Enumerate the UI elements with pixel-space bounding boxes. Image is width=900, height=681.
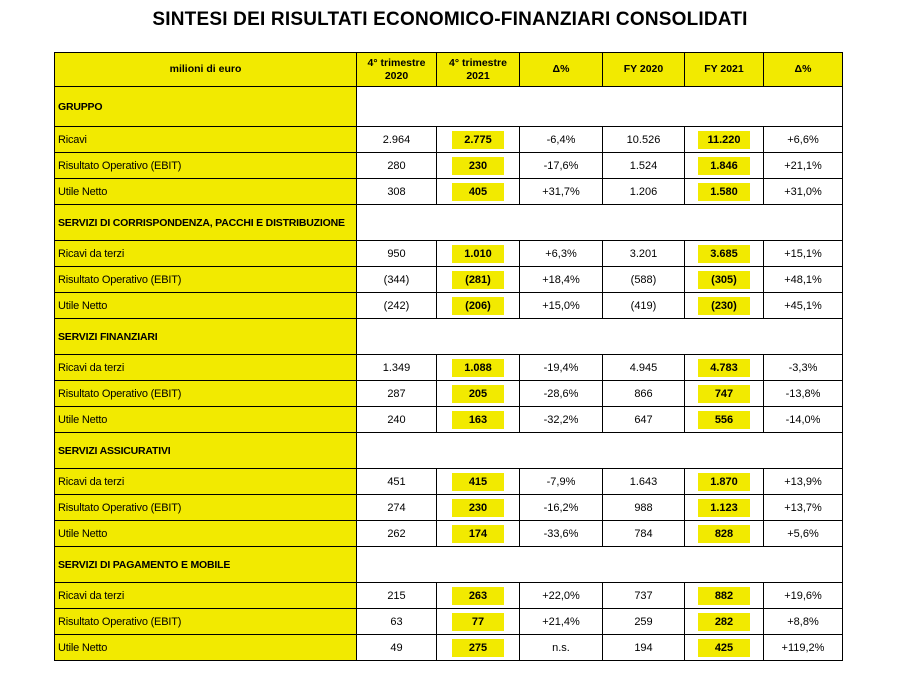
cell-delta-fy: -14,0%	[764, 407, 843, 433]
section-title: SERVIZI DI PAGAMENTO E MOBILE	[55, 547, 357, 583]
cell-q4-2020: (242)	[357, 293, 437, 319]
cell-delta-fy: +21,1%	[764, 153, 843, 179]
table-row	[55, 179, 843, 205]
header-delta-q: Δ%	[520, 53, 603, 87]
cell-delta-fy: +5,6%	[764, 521, 843, 547]
cell-q4-2021	[437, 179, 520, 205]
row-label: Risultato Operativo (EBIT)	[55, 153, 357, 179]
section-row	[55, 547, 843, 583]
cell-fy-2020: 1.643	[603, 469, 685, 495]
cell-q4-2021	[437, 635, 520, 661]
row-label: Utile Netto	[55, 179, 357, 205]
results-table	[54, 52, 843, 661]
cell-q4-2021	[437, 241, 520, 267]
table-row	[55, 241, 843, 267]
cell-q4-2020: 49	[357, 635, 437, 661]
section-spacer	[357, 547, 843, 583]
cell-delta-q: +15,0%	[520, 293, 603, 319]
section-title: SERVIZI ASSICURATIVI	[55, 433, 357, 469]
row-label: Ricavi da terzi	[55, 583, 357, 609]
cell-fy-2020: 3.201	[603, 241, 685, 267]
cell-q4-2021-value: 275	[452, 639, 504, 657]
cell-q4-2020: 215	[357, 583, 437, 609]
section-row	[55, 433, 843, 469]
cell-q4-2021	[437, 469, 520, 495]
cell-delta-q: -28,6%	[520, 381, 603, 407]
section-title: SERVIZI DI CORRISPONDENZA, PACCHI E DISTRIBUZIONE	[55, 205, 357, 241]
cell-fy-2021-value: 3.685	[698, 245, 750, 263]
cell-fy-2020: 737	[603, 583, 685, 609]
cell-delta-q: -16,2%	[520, 495, 603, 521]
cell-fy-2021	[685, 521, 764, 547]
cell-fy-2021	[685, 407, 764, 433]
cell-q4-2021	[437, 153, 520, 179]
page-title: SINTESI DEI RISULTATI ECONOMICO-FINANZIARI CONSOLIDATI	[152, 9, 748, 30]
cell-q4-2021-value: 2.775	[452, 131, 504, 149]
cell-delta-q: -33,6%	[520, 521, 603, 547]
row-label: Ricavi	[55, 127, 357, 153]
row-label: Ricavi da terzi	[55, 355, 357, 381]
table-row	[55, 495, 843, 521]
cell-q4-2021	[437, 495, 520, 521]
row-label: Utile Netto	[55, 521, 357, 547]
cell-fy-2021	[685, 583, 764, 609]
cell-q4-2021	[437, 127, 520, 153]
header-delta-fy: Δ%	[764, 53, 843, 87]
cell-q4-2021	[437, 381, 520, 407]
cell-fy-2021	[685, 355, 764, 381]
section-title: GRUPPO	[55, 87, 357, 127]
cell-fy-2021-value: 11.220	[698, 131, 750, 149]
table-row	[55, 583, 843, 609]
cell-q4-2020: 240	[357, 407, 437, 433]
cell-delta-fy: +31,0%	[764, 179, 843, 205]
cell-fy-2021-value: 882	[698, 587, 750, 605]
cell-delta-q: -19,4%	[520, 355, 603, 381]
table-row	[55, 153, 843, 179]
cell-fy-2021	[685, 381, 764, 407]
cell-fy-2020: 647	[603, 407, 685, 433]
cell-q4-2021	[437, 521, 520, 547]
cell-delta-q: +31,7%	[520, 179, 603, 205]
cell-q4-2021-value: 230	[452, 157, 504, 175]
cell-q4-2021-value: 415	[452, 473, 504, 491]
cell-fy-2021	[685, 293, 764, 319]
row-label: Risultato Operativo (EBIT)	[55, 381, 357, 407]
cell-fy-2021-value: (305)	[698, 271, 750, 289]
cell-fy-2021	[685, 609, 764, 635]
cell-delta-fy: +13,7%	[764, 495, 843, 521]
table-row	[55, 407, 843, 433]
cell-delta-fy: +13,9%	[764, 469, 843, 495]
row-label: Risultato Operativo (EBIT)	[55, 609, 357, 635]
cell-fy-2020: 4.945	[603, 355, 685, 381]
cell-delta-fy: +6,6%	[764, 127, 843, 153]
cell-fy-2021-value: 1.123	[698, 499, 750, 517]
row-label: Risultato Operativo (EBIT)	[55, 267, 357, 293]
cell-fy-2021	[685, 179, 764, 205]
table-row	[55, 355, 843, 381]
cell-fy-2020: 10.526	[603, 127, 685, 153]
cell-delta-fy: +8,8%	[764, 609, 843, 635]
table-row	[55, 293, 843, 319]
header-fy-2021: FY 2021	[685, 53, 764, 87]
cell-fy-2020: 194	[603, 635, 685, 661]
row-label: Ricavi da terzi	[55, 241, 357, 267]
row-label: Ricavi da terzi	[55, 469, 357, 495]
header-unit: milioni di euro	[55, 53, 357, 87]
cell-q4-2020: 1.349	[357, 355, 437, 381]
section-spacer	[357, 205, 843, 241]
section-title: SERVIZI FINANZIARI	[55, 319, 357, 355]
cell-q4-2020: 280	[357, 153, 437, 179]
cell-fy-2021	[685, 635, 764, 661]
cell-q4-2021	[437, 355, 520, 381]
cell-q4-2021-value: 163	[452, 411, 504, 429]
cell-fy-2020: (419)	[603, 293, 685, 319]
section-row	[55, 319, 843, 355]
cell-q4-2021-value: 205	[452, 385, 504, 403]
cell-delta-fy: -13,8%	[764, 381, 843, 407]
cell-q4-2021	[437, 407, 520, 433]
cell-q4-2021-value: (281)	[452, 271, 504, 289]
row-label: Risultato Operativo (EBIT)	[55, 495, 357, 521]
cell-fy-2021-value: 1.580	[698, 183, 750, 201]
cell-fy-2021-value: 747	[698, 385, 750, 403]
table-row	[55, 381, 843, 407]
cell-delta-q: n.s.	[520, 635, 603, 661]
cell-fy-2021	[685, 267, 764, 293]
cell-fy-2020: 1.524	[603, 153, 685, 179]
cell-delta-fy: -3,3%	[764, 355, 843, 381]
cell-q4-2021	[437, 267, 520, 293]
cell-delta-q: +21,4%	[520, 609, 603, 635]
cell-q4-2020: (344)	[357, 267, 437, 293]
cell-delta-fy: +45,1%	[764, 293, 843, 319]
cell-fy-2021-value: (230)	[698, 297, 750, 315]
cell-q4-2021	[437, 293, 520, 319]
cell-delta-fy: +15,1%	[764, 241, 843, 267]
cell-fy-2021	[685, 495, 764, 521]
cell-q4-2021-value: 1.088	[452, 359, 504, 377]
row-label: Utile Netto	[55, 407, 357, 433]
cell-q4-2020: 451	[357, 469, 437, 495]
header-q4-2021: 4° trimestre 2021	[437, 53, 520, 87]
cell-delta-q: -17,6%	[520, 153, 603, 179]
row-label: Utile Netto	[55, 293, 357, 319]
cell-fy-2021	[685, 469, 764, 495]
cell-q4-2020: 274	[357, 495, 437, 521]
cell-fy-2021-value: 282	[698, 613, 750, 631]
cell-fy-2021	[685, 127, 764, 153]
cell-fy-2021	[685, 241, 764, 267]
cell-fy-2020: 1.206	[603, 179, 685, 205]
cell-fy-2021-value: 1.846	[698, 157, 750, 175]
cell-q4-2021-value: 77	[452, 613, 504, 631]
cell-delta-q: +18,4%	[520, 267, 603, 293]
cell-fy-2020: 866	[603, 381, 685, 407]
cell-delta-q: -7,9%	[520, 469, 603, 495]
cell-q4-2021-value: (206)	[452, 297, 504, 315]
cell-q4-2020: 950	[357, 241, 437, 267]
cell-fy-2021-value: 425	[698, 639, 750, 657]
cell-q4-2020: 262	[357, 521, 437, 547]
cell-fy-2021-value: 828	[698, 525, 750, 543]
cell-q4-2021-value: 1.010	[452, 245, 504, 263]
cell-q4-2021-value: 230	[452, 499, 504, 517]
table-row	[55, 127, 843, 153]
header-fy-2020: FY 2020	[603, 53, 685, 87]
table-row	[55, 469, 843, 495]
cell-fy-2020: 988	[603, 495, 685, 521]
cell-fy-2021-value: 4.783	[698, 359, 750, 377]
section-spacer	[357, 87, 843, 127]
cell-fy-2021-value: 556	[698, 411, 750, 429]
cell-q4-2021-value: 263	[452, 587, 504, 605]
cell-delta-fy: +19,6%	[764, 583, 843, 609]
table-row	[55, 635, 843, 661]
cell-delta-q: -6,4%	[520, 127, 603, 153]
cell-delta-fy: +48,1%	[764, 267, 843, 293]
cell-q4-2020: 308	[357, 179, 437, 205]
cell-fy-2021	[685, 153, 764, 179]
row-label: Utile Netto	[55, 635, 357, 661]
cell-q4-2020: 2.964	[357, 127, 437, 153]
section-spacer	[357, 433, 843, 469]
cell-delta-fy: +119,2%	[764, 635, 843, 661]
cell-q4-2021-value: 405	[452, 183, 504, 201]
cell-q4-2021	[437, 583, 520, 609]
section-row	[55, 87, 843, 127]
table-row	[55, 521, 843, 547]
cell-q4-2020: 287	[357, 381, 437, 407]
cell-fy-2021-value: 1.870	[698, 473, 750, 491]
section-spacer	[357, 319, 843, 355]
cell-q4-2021	[437, 609, 520, 635]
cell-fy-2020: (588)	[603, 267, 685, 293]
cell-delta-q: +6,3%	[520, 241, 603, 267]
cell-delta-q: +22,0%	[520, 583, 603, 609]
header-row	[55, 53, 843, 87]
cell-fy-2020: 784	[603, 521, 685, 547]
cell-fy-2020: 259	[603, 609, 685, 635]
section-row	[55, 205, 843, 241]
table-row	[55, 267, 843, 293]
cell-delta-q: -32,2%	[520, 407, 603, 433]
header-q4-2020: 4° trimestre 2020	[357, 53, 437, 87]
table-row	[55, 609, 843, 635]
cell-q4-2021-value: 174	[452, 525, 504, 543]
cell-q4-2020: 63	[357, 609, 437, 635]
